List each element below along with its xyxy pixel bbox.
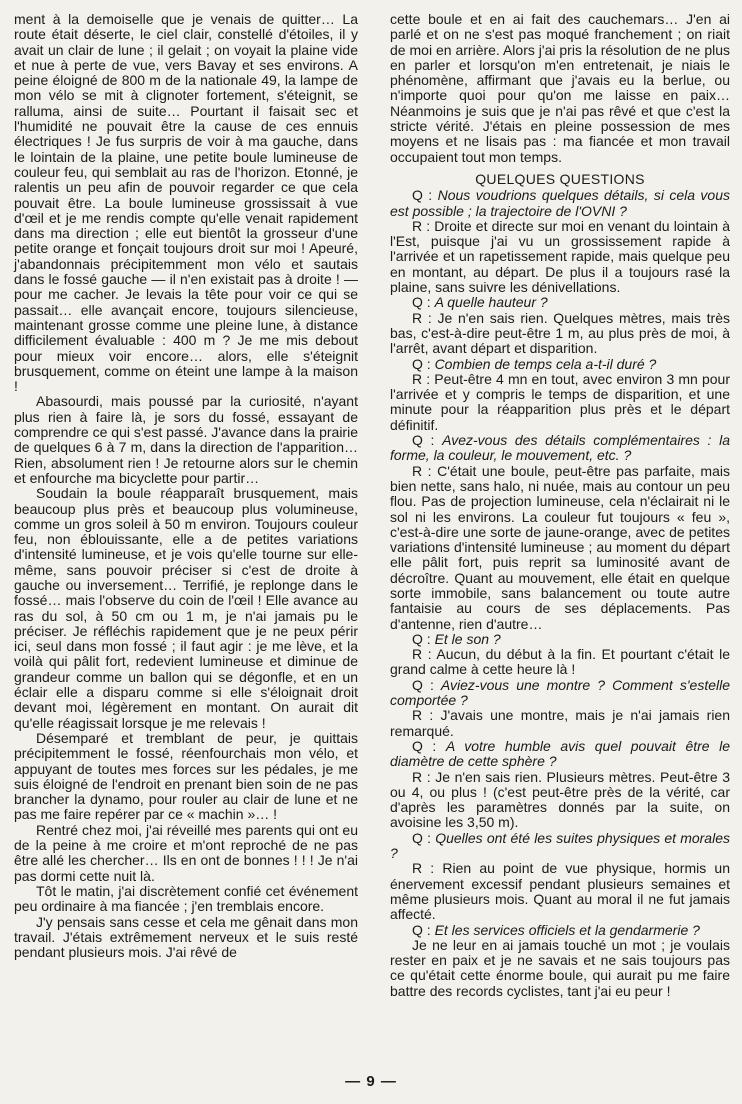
answer-text: Je n'en sais rien. Plusieurs mètres. Peut-être 3 ou 4, ou plus ! (c'est peut-être près de la vérité, car d'après les paramètres donnés par la suite, on avoisine les 3,50 m). (390, 768, 730, 831)
answer (390, 372, 730, 433)
question (390, 923, 730, 938)
section-heading: QUELQUES QUESTIONS (475, 170, 645, 187)
question-prefix: Q : (412, 676, 441, 693)
question-prefix: Q : (412, 355, 435, 372)
question (390, 295, 730, 310)
answer-prefix: R : (412, 768, 436, 785)
question (390, 632, 730, 647)
page-number: — 9 — (345, 1073, 397, 1090)
question-text: A votre humble avis quel pouvait être le diamètre de cette sphère ? (390, 737, 730, 770)
question-prefix: Q : (412, 630, 435, 647)
right-column-intro (390, 12, 730, 165)
question (390, 739, 730, 770)
paragraph: Tôt le matin, j'ai discrètement confié cet événement peu ordinaire à ma fiancée ; j'en tremblais encore. (14, 882, 358, 915)
question-prefix: Q : (412, 829, 436, 846)
answer-text: Droite et directe sur moi en venant du lointain à l'Est, puisque j'ai vu un grossissement rapide à l'arrivée et un rapetissement rapide, mais quelque peu en montant, au départ. De plus il a toujours rasé la plaine, sans suivre les dénivellations. (390, 217, 730, 296)
question-text: Quelles ont été les suites physiques et morales ? (390, 829, 730, 862)
left-column (14, 12, 358, 960)
question (390, 678, 730, 709)
answer-prefix: R : (412, 370, 435, 387)
answer-text: Je ne leur en ai jamais touché un mot ; je voulais rester en paix et je ne savais et ne sais toujours pas ce qu'était cette énorme boule, qui aurait pu me faire battre des records cyclistes, tant j'ai eu peur ! (390, 936, 730, 999)
answer (390, 861, 730, 922)
answer-text: Rien au point de vue physique, hormis un énervement excessif pendant plusieurs semaines et même plusieurs mois. Quant au moral il ne fut jamais affecté. (390, 860, 730, 923)
answer-text: Peut-être 4 mn en tout, avec environ 3 mn pour l'arrivée et y compris le temps de disparition, et une minute pour la réapparition plus près et le départ définitif. (390, 370, 730, 433)
paragraph: cette boule et en ai fait des cauchemars… J'en ai parlé et on ne s'est pas moqué franchement ; on riait de moi en arrière. Alors j'ai pris la résolution de ne plus en parler et lorsqu'on m'en entretenait, je niais le phénomène, affirmant que j'avais eu la berlue, ou n'importe quoi pour qu'on me laisse en paix… Néanmoins je suis que je n'ai pas rêvé et que c'est la stricte vérité. J'étais en pleine possession de mes moyens et ne lisais pas : ma fiancée et mon travail occupaient tout mon temps. (390, 11, 730, 165)
answer (390, 938, 730, 999)
question-prefix: Q : (412, 432, 443, 449)
interview (390, 188, 730, 999)
answer (390, 464, 730, 632)
paragraph: J'y pensais sans cesse et cela me gênait dans mon travail. J'étais extrêmement nerveux et le suis resté pendant plusieurs mois. J'ai rêvé de (14, 913, 358, 961)
answer-prefix: R : (412, 462, 438, 479)
paragraph: Soudain la boule réapparaît brusquement, mais beaucoup plus près et beaucoup plus volumineuse, comme un gros soleil à 50 m environ. Toujours couleur feu, non éblouissante, elle a de petites variations d'intensité lumineuse, et je vois qu'elle tourne sur elle-même, sans pouvoir préciser si c'est de droite à gauche ou inversement… Terrifié, je replonge dans le fossé… mais l'observe du coin de l'œil ! Elle avance au ras du sol, à 50 cm ou 1 m, je n'ai jamais pu le préciser. Je réfléchis rapidement que je ne peux périr ici, seul dans mon fossé ; il faut agir : je me lève, et la voilà qui pâlit fort, redevient lumineuse et diminue de grandeur comme un ballon qui se dégonfle, et en un éclair elle a disparu comme si elle s'éloignait droit devant moi, légèrement en montant. On aurait dit qu'elle réagissait lorsque je me relevais ! (14, 485, 358, 731)
question-prefix: Q : (412, 294, 435, 311)
answer-prefix: R : (412, 217, 435, 234)
paragraph: ment à la demoiselle que je venais de quitter… La route était déserte, le ciel clair, constellé d'étoiles, il y avait un clair de lune ; il gelait ; on voyait la plaine vide et nue à perte de vue, vers Bavay et ses environs. A peine éloigné de 800 m de la nationale 49, la lampe de mon vélo se mit à clignoter fortement, s'éteignit, se ralluma, ainsi de suite… Pourtant il faisait sec et l'humidité ne pouvait être la cause de ces ennuis électriques ! Je fus surpris de voir à ma gauche, dans le lointain de la plaine, une petite boule lumineuse de couleur feu, qui semblait au ras de l'horizon. Etonné, je ralentis un peu afin de pouvoir regarder ce que cela pouvait être. La boule lumineuse grossissait à vue d'œil et je me rendis compte qu'elle venait rapidement dans ma direction ; elle eut bientôt la grosseur d'une petite orange et fonçait toujours droit sur moi ! Apeuré, j'abandonnais précipitemment mon vélo et sautais dans le fossé gauche — il n'en existait pas à droite ! — pour me cacher. Je levais la tête pour voir ce qui se passait… elle avançait encore, toujours silencieuse, maintenant grosse comme une pleine lune, à distance difficilement évaluable : 400 m ? Je me mis debout pour mieux voir encore… alors, elle s'éteignit brusquement, comme on éteint une lampe à la maison ! (14, 11, 358, 395)
answer-prefix: R : (412, 309, 438, 326)
question (390, 433, 730, 464)
question (390, 357, 730, 372)
question-text: Et les services officiels et la gendarmerie ? (434, 921, 700, 938)
paragraph: Abasourdi, mais poussé par la curiosité, n'ayant plus rien à faire là, je sors du fossé, essayant de comprendre ce qui s'est passé. J'avance dans la prairie de quelques 6 à 7 m, dans la direction de l'apparition… Rien, absolument rien ! Je retourne alors sur le chemin et enfourche ma bicyclette pour partir… (14, 393, 358, 486)
question-prefix: Q : (412, 921, 435, 938)
question-text: Aviez-vous une montre ? Comment s'estelle comportée ? (390, 676, 730, 709)
right-column (390, 12, 730, 999)
answer-text: C'était une boule, peut-être pas parfaite, mais bien nette, sans halo, ni nuée, mais au contour un peu flou. Pas de projection lumineuse, cela n'éclairait ni le sol ni les environs. La couleur fut toujours « feu », c'est-à-dire une sorte de jaune-orange, avec de petites variations d'intensité lumineuse ; au moment du départ elle pâlit fort, puis reprit sa luminosité avant de décroître. Quant au mouvement, elle était en quelque sorte immobile, sans balancement ou toute autre fantaisie au cours de ses déplacements. Pas d'antenne, rien d'autre… (390, 462, 730, 632)
question-text: Combien de temps cela a-t-il duré ? (434, 355, 657, 372)
question-prefix: Q : (412, 187, 438, 204)
answer-prefix: R : (412, 707, 441, 724)
question-text: Et le son ? (434, 630, 501, 647)
question-prefix: Q : (412, 737, 446, 754)
answer-text: J'avais une montre, mais je n'ai jamais rien remarqué. (390, 707, 731, 739)
question-text: A quelle hauteur ? (434, 294, 548, 311)
paragraph: Rentré chez moi, j'ai réveillé mes parents qui ont eu de la peine à me croire et m'ont reproché de ne pas être allé les chercher… Ils en ont de bonnes ! ! ! Je n'ai pas dormi cette nuit là. (14, 821, 358, 884)
answer (390, 647, 730, 678)
question (390, 188, 730, 219)
question-text: Avez-vous des détails complémentaires : la forme, la couleur, le mouvement, etc. ? (390, 432, 731, 464)
answer-text: Aucun, du début à la fin. Et pourtant c'était le grand calme à cette heure là ! (390, 646, 730, 678)
answer-text: Je n'en sais rien. Quelques mètres, mais très bas, c'est-à-dire peut-être 1 m, au plus près de moi, à l'arrêt, avant départ et disparition. (390, 309, 730, 357)
answer (390, 219, 730, 295)
answer-prefix: R : (412, 646, 437, 663)
paragraph: Désemparé et tremblant de peur, je quittais précipitemment le fossé, réenfourchais mon vélo, et appuyant de toutes mes forces sur les pédales, je me suis éloigné de l'endroit en prenant bien soin de ne pas brancher la dynamo, pour rouler au clair de lune et ne pas me faire repérer par ce « machin »… ! (14, 729, 358, 823)
answer (390, 311, 730, 357)
question-text: Nous voudrions quelques détails, si cela vous est possible ; la trajectoire de l'OVNI ? (390, 187, 731, 219)
question (390, 831, 730, 862)
answer-prefix: R : (412, 860, 443, 877)
answer (390, 770, 730, 831)
answer (390, 708, 730, 739)
